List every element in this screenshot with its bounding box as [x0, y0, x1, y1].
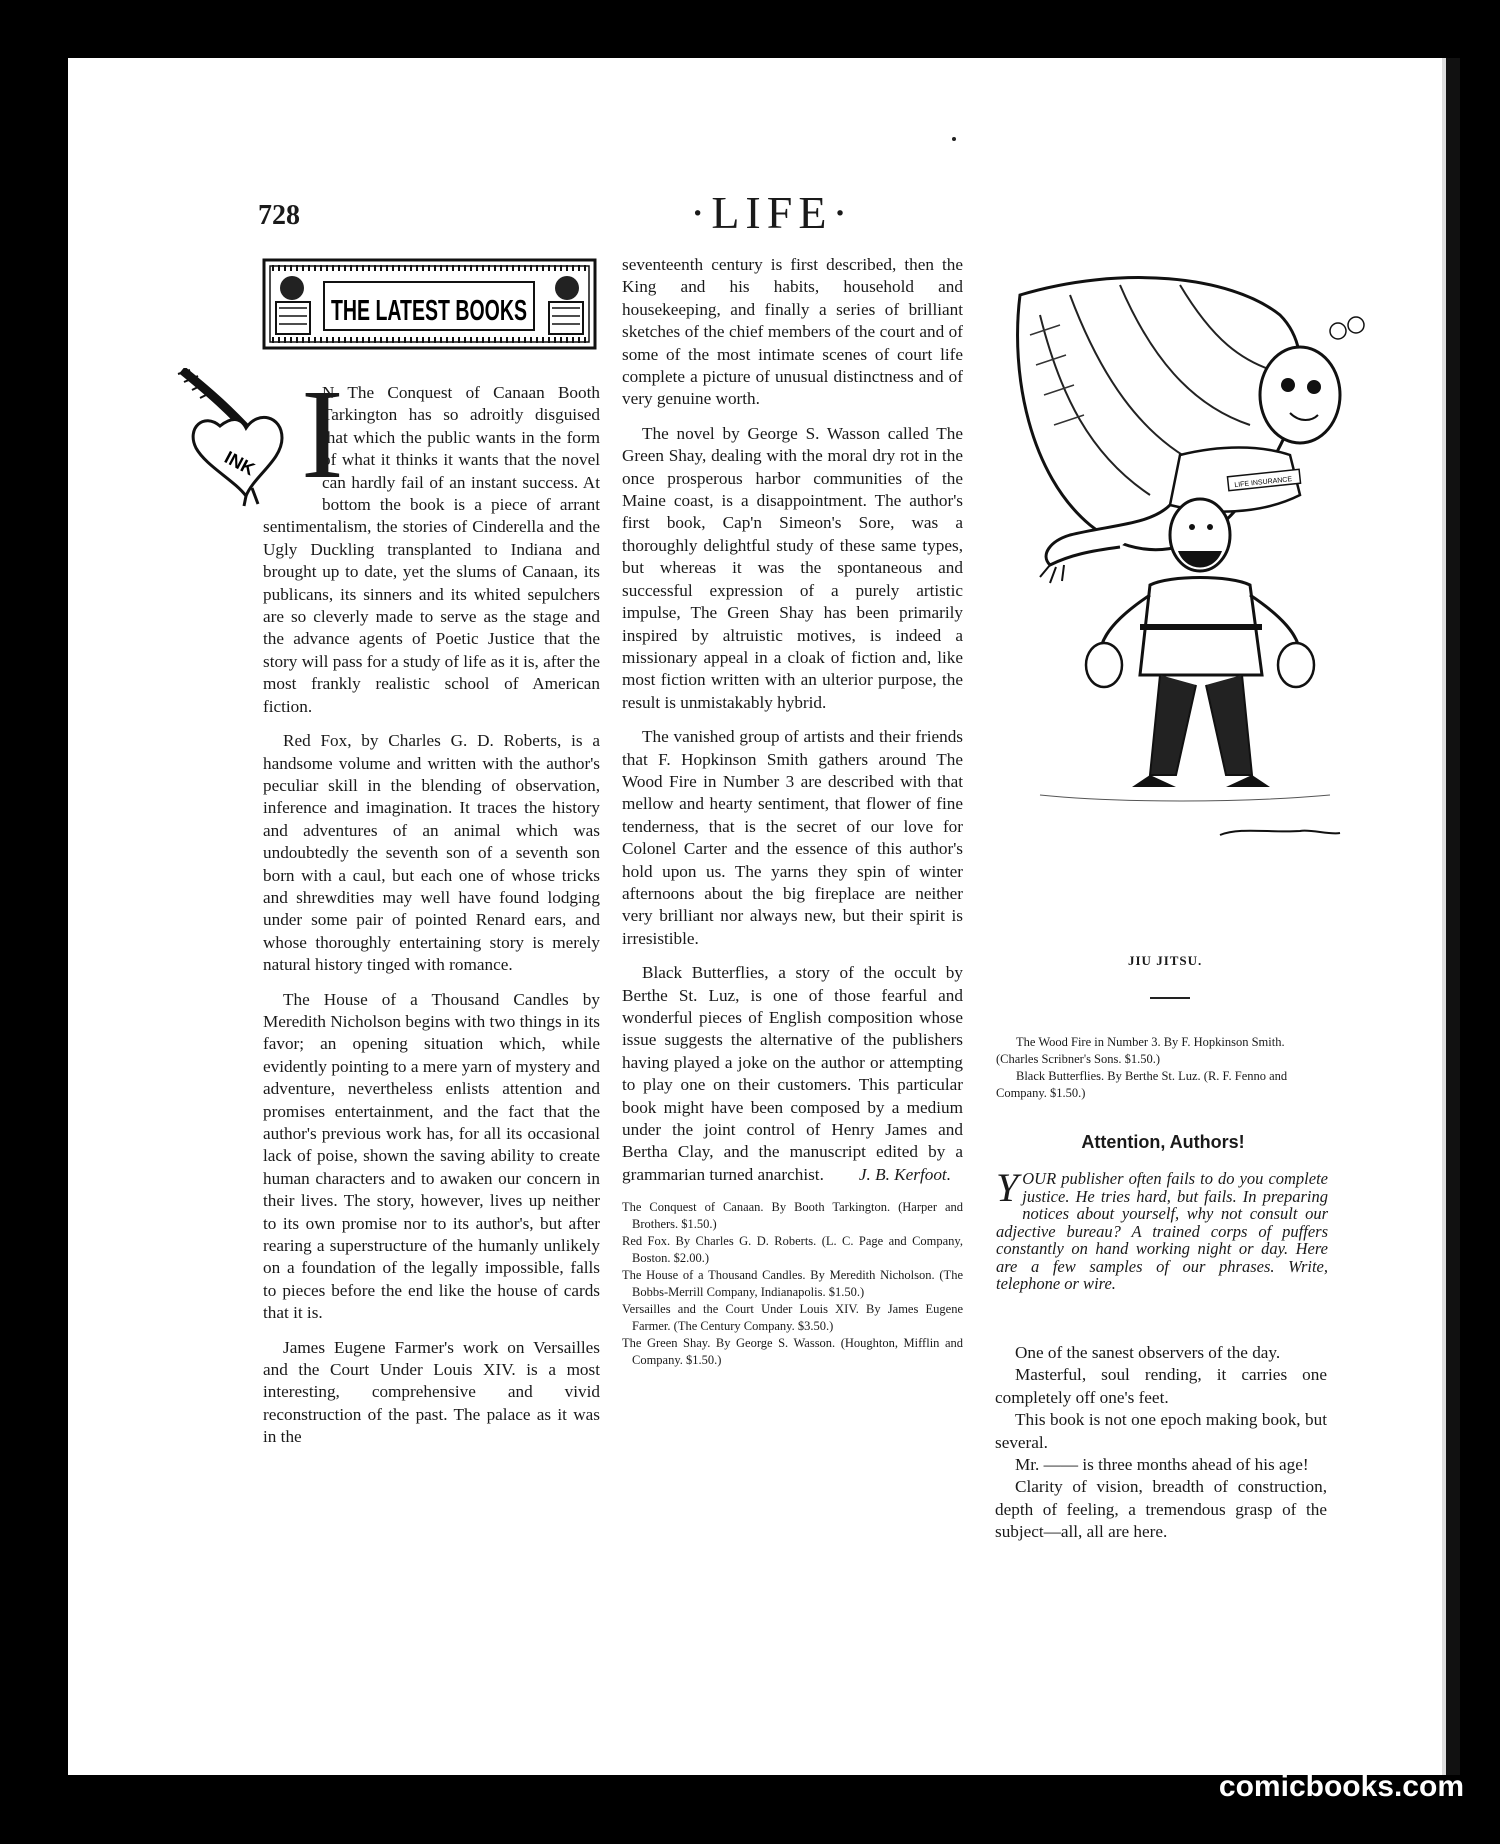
book-reference: The Conquest of Canaan. By Booth Tarkington. (Harper and Brothers. $1.50.) — [622, 1199, 963, 1231]
site-watermark: comicbooks.com — [1218, 1770, 1464, 1803]
book-reference: Black Butterflies. By Berthe St. Luz. (R. F. Fenno and Company. $1.50.) — [996, 1069, 1288, 1100]
review-house-of-thousand-candles: The House of a Thousand Candles by Meredith Nicholson begins with two things in its favor; an opening situation which, while evidently pointing to a mere yarn of mystery and adventure, nevertheless enlists attention and promises entertainment, and the fact that the author's previous work has, for all its occasional lack of poise, shown the saving ability to create human characters and to awaken our concern in their lives. The story, however, lives up neither to its own promise nor to its author's, but after rearing a superstructure of the humanly unlikely on a foundation of the legally impossible, falls to pieces before the end like the house of cards that it is. — [263, 989, 600, 1323]
book-reference: The House of a Thousand Candles. By Meredith Nicholson. (The Bobbs-Merrill Company, Indianapolis. $1.50.) — [622, 1267, 963, 1299]
column-left — [263, 363, 600, 1461]
jiu-jitsu-illustration — [1000, 255, 1370, 935]
illustration-tag: LIFE INSURANCE — [1234, 476, 1293, 490]
drop-cap: I — [301, 363, 344, 505]
banner-title: THE LATEST BOOKS — [331, 295, 527, 327]
review-wood-fire: The vanished group of artists and their friends that F. Hopkinson Smith gathers around The Wood Fire in Number 3 are described with that mellow and hearty sentiment, that flower of fine tenderness, that is the secret of our love for Colonel Carter and the essence of this author's hold upon us. The yarns they spin of winter afternoons about the big fireplace are neither very brilliant nor always new, but their spirit is irresistible. — [622, 727, 963, 948]
ink-label: INK — [221, 447, 259, 480]
attention-authors-heading: Attention, Authors! — [1081, 1132, 1245, 1152]
latest-books-banner — [262, 258, 597, 350]
sample-phrases — [995, 1342, 1327, 1544]
book-reference: The Wood Fire in Number 3. By F. Hopkinson Smith. (Charles Scribner's Sons. $1.50.) — [996, 1035, 1285, 1066]
intro-text: OUR publisher often fails to do you complete justice. He tries hard, but fails. In preparing notices about yourself, why not consult our adjective bureau? A trained corps of puffers constantly on hand working night or day. Here are a few samples of our phrases. Write, telephone or wire. — [996, 1169, 1328, 1293]
book-reference: The Green Shay. By George S. Wasson. (Houghton, Mifflin and Company. $1.50.) — [622, 1335, 963, 1367]
page-number: 728 — [258, 200, 300, 231]
review-red-fox: Red Fox, by Charles G. D. Roberts, is a handsome volume and written with the author's peculiar skill in the blending of observation, inference and imagination. It traces the history and adventures of an animal which was undoubtedly the seventh son of a seventh son born with a caul, but each one of whose tricks and shrewdities may well have found lodging under some pair of pointed Renard ears, and whose thoroughly entertaining story is merely natural history tinged with romance. — [263, 731, 600, 975]
sample-phrase: Mr. —— is three months ahead of his age! — [1015, 1455, 1309, 1475]
review-green-shay: The novel by George S. Wasson called The Green Shay, dealing with the moral dry rot in the once prosperous harbor communities of the Maine coast, is a disappointment. The author's first book, Cap'n Simeon's Sore, was a thoroughly delightful study of these same types, but whereas it was the spontaneous and successful expression of a purely artistic impulse, The Green Shay has been primarily inspired by altruistic motives, is indeed a missionary appeal in a cloak of fiction and, like most fiction written with an ulterior purpose, the result is unmistakably hybrid. — [622, 423, 963, 712]
review-black-butterflies: Black Butterflies, a story of the occult by Berthe St. Luz, is one of those fearful and wonderful pieces of English composition whose issue suggests the alternative of the publishers having played a joke on the author or attempting to play one on their customers. This particular book might have been composed by a medium under the joint control of Henry James and Bertha Clay, and the manuscript edited by a grammarian turned anarchist. — [622, 963, 963, 1184]
binding-gutter — [1446, 58, 1460, 1775]
caption-rule — [1150, 997, 1190, 999]
reviewer-signature: J. B. Kerfoot. — [858, 1165, 951, 1185]
sample-phrase: This book is not one epoch making book, but several. — [995, 1410, 1327, 1452]
book-references-right — [996, 1034, 1330, 1102]
book-references — [622, 1199, 963, 1369]
column-middle — [622, 254, 963, 1369]
sample-phrase: Masterful, soul rending, it carries one completely off one's feet. — [995, 1365, 1327, 1407]
drop-cap-area — [263, 363, 344, 505]
masthead-title: ·LIFE· — [690, 187, 854, 238]
book-reference: Red Fox. By Charles G. D. Roberts. (L. C. Page and Company, Boston. $2.00.) — [622, 1233, 963, 1265]
sample-phrase: Clarity of vision, breadth of construction, depth of feeling, a tremendous grasp of the subject—all, all are here. — [995, 1477, 1327, 1542]
intro-drop-cap: Y — [996, 1165, 1019, 1210]
ink-speck — [952, 137, 956, 141]
sample-phrase: One of the sanest observers of the day. — [1015, 1343, 1281, 1362]
book-reference: Versailles and the Court Under Louis XIV. By James Eugene Farmer. (The Century Company. $3.50.) — [622, 1301, 963, 1333]
attention-authors-intro — [996, 1165, 1328, 1293]
review-versailles: James Eugene Farmer's work on Versailles and the Court Under Louis XIV. is a most interesting, comprehensive and vivid reconstruction of the past. The palace as it was in the — [263, 1337, 600, 1447]
review-versailles-continued: seventeenth century is first described, then the King and his habits, household and housekeeping, and finally a series of brilliant sketches of the chief members of the court and of some of the most intimate scenes of court life complete a picture of unusual distinctness and of very genuine worth. — [622, 255, 963, 409]
illustration-caption: JIU JITSU. — [1128, 953, 1203, 968]
review-conquest-of-canaan: N The Conquest of Canaan Booth Tarkington has so adroitly disguised that which the public wants in the form of what it thinks it wants that the novel can hardly fail of an instant success. At bottom the book is a piece of arrant sentimentalism, the stories of Cinderella and the Ugly Duckling transplanted to Indiana and brought up to date, yet the slums of Canaan, its publicans, its sinners and its whited sepulchers are so cleverly made to serve as the stage and the advance agents of Poetic Justice that the story will pass for a study of life as it is, after the most frankly realistic school of American fiction. — [263, 383, 600, 716]
